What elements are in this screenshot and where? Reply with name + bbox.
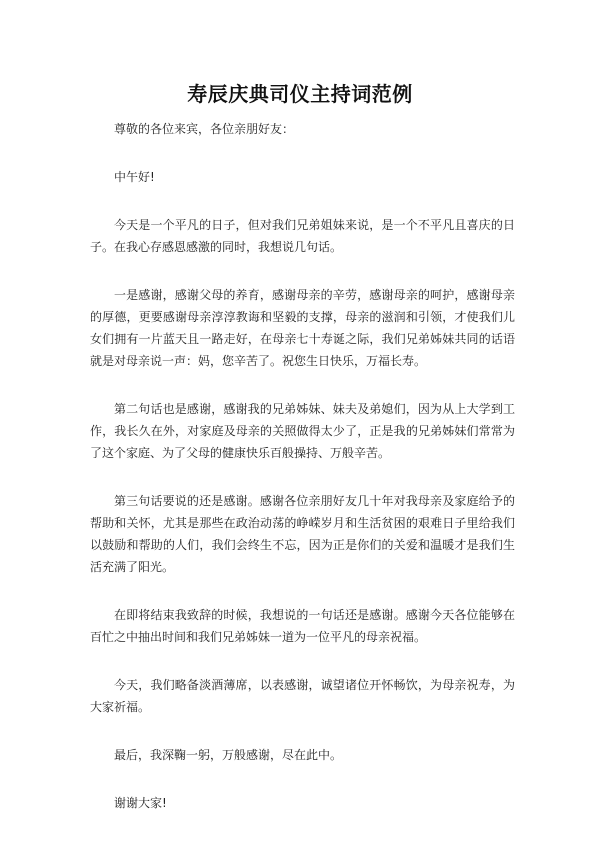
paragraph-second-thanks: 第二句话也是感谢，感谢我的兄弟姊妹、妹夫及弟媳们，因为从上大学到工作，我长久在外，对家庭及母亲的关照做得太少了，正是我的兄弟姊妹们常常为了这个家庭、为了父母的健康快乐百般操持、万般辛苦。 [90, 402, 515, 460]
paragraph-toast: 今天，我们略备淡酒薄席，以表感谢，诚望诸位开怀畅饮，为母亲祝寿，为大家祈福。 [90, 678, 515, 714]
paragraph-bow: 最后，我深鞠一躬，万般感谢，尽在此中。 [114, 748, 343, 762]
paragraph-third-thanks: 第三句话要说的还是感谢。感谢各位亲朋好友几十年对我母亲及家庭给予的帮助和关怀，尤其是那些在政治动荡的峥嵘岁月和生活贫困的艰难日子里给我们以鼓励和帮助的人们，我们会终生不忘，因为正是你们的关爱和温暖才是我们生活充满了阳光。 [90, 494, 515, 574]
paragraph-greeting: 尊敬的各位来宾，各位亲朋好友： [114, 122, 295, 136]
paragraph-good-noon: 中午好! [114, 170, 155, 184]
paragraph-closing-thanks: 在即将结束我致辞的时候，我想说的一句话还是感谢。感谢今天各位能够在百忙之中抽出时间和我们兄弟姊妹一道为一位平凡的母亲祝福。 [90, 608, 515, 644]
document-title: 寿辰庆典司仪主持词范例 [187, 82, 413, 106]
paragraph-opening: 今天是一个平凡的日子，但对我们兄弟姐妹来说，是一个不平凡且喜庆的日子。在我心存感恩感激的同时，我想说几句话。 [90, 218, 515, 254]
paragraph-thank-you: 谢谢大家! [114, 796, 167, 810]
paragraph-first-thanks: 一是感谢，感谢父母的养育，感谢母亲的辛劳，感谢母亲的呵护，感谢母亲的厚德，更要感谢母亲淳淳教诲和坚毅的支撑，母亲的滋润和引领，才使我们儿女们拥有一片蓝天且一路走好，在母亲七十寿诞之际，我们兄弟姊妹共同的话语就是对母亲说一声：妈，您辛苦了。祝您生日快乐，万福长寿。 [90, 288, 515, 368]
document-body [90, 118, 515, 840]
